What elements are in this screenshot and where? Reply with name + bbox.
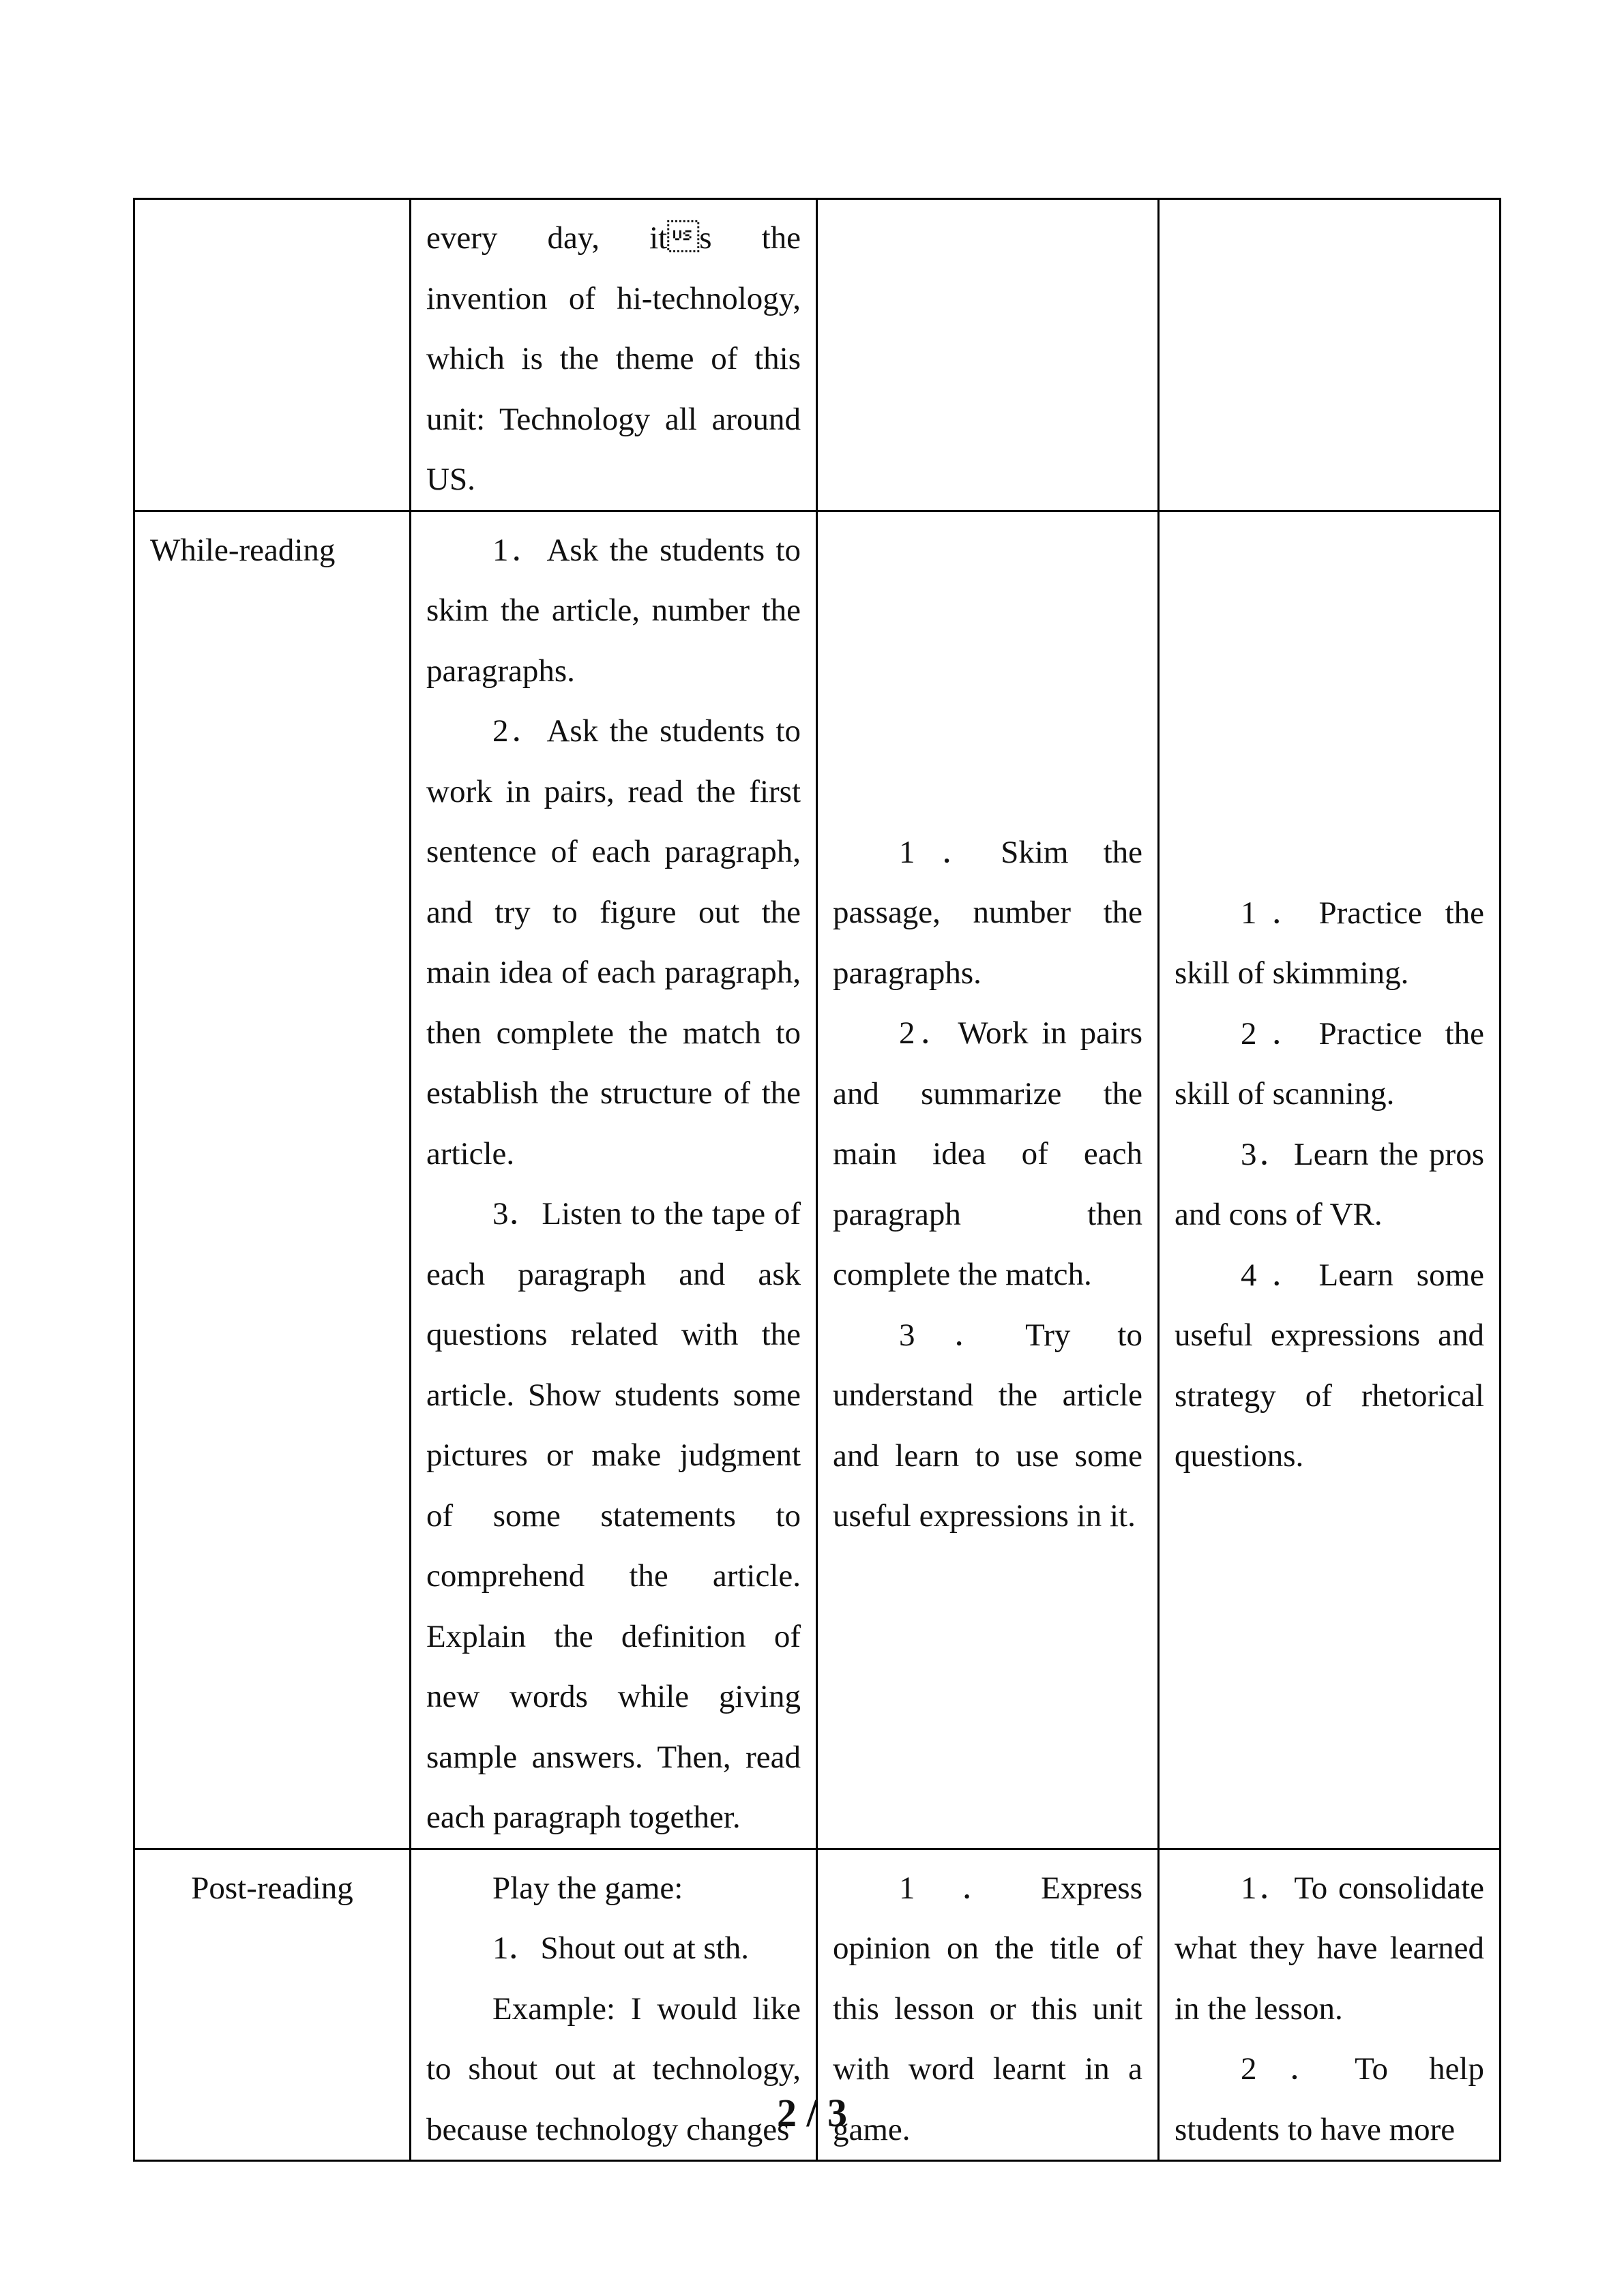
student-paragraph: 2．Work in pairs and summarize the main idea of each paragraph then complete the match. [833,1015,1142,1292]
student-paragraph: 1．Skim the passage, number the paragraphs. [833,834,1142,991]
table-row [134,199,1501,511]
teacher-paragraph: every day, it s the invention of hi-technology, which is the theme of this unit: Technology all around US. [426,220,801,497]
student-activity-cell [817,511,1159,1849]
purpose-cell [1159,511,1501,1849]
student-paragraph: 3．Try to understand the article and learn to use some useful expressions in it. [833,1317,1142,1534]
teacher-paragraph: 1．Shout out at sth. [492,1930,750,1966]
teacher-paragraph: 3．Listen to the tape of each paragraph and ask questions related with the article. Show students some pictures or make judgment of some statements to comprehend the article. Explain the definition of new words while giving sample answers. Then, read each paragraph together. [426,1196,801,1835]
purpose-paragraph: 3．Learn the pros and cons of VR. [1175,1136,1484,1232]
purpose-cell [1159,199,1501,511]
lesson-plan-table [133,198,1501,2162]
purpose-paragraph: 2．Practice the skill of scanning. [1175,1015,1484,1112]
teacher-paragraph: 1．Ask the students to skim the article, number the paragraphs. [426,532,801,689]
student-paragraph: 1．Express opinion on the title of this lesson or this unit with word learnt in a game. [833,1870,1142,2147]
stage-cell: While-reading [134,511,411,1849]
stage-cell [134,199,411,511]
teacher-paragraph: Play the game: [492,1870,683,1906]
purpose-paragraph: 4．Learn some useful expressions and strategy of rhetorical questions. [1175,1257,1484,1474]
teacher-paragraph: 2．Ask the students to work in pairs, read the first sentence of each paragraph, and try to figure out the main idea of each paragraph, then complete the match to establish the structure of the article. [426,713,801,1172]
teacher-activity-cell [411,199,817,511]
page-number: 2 / 3 [776,2091,848,2135]
table-row [134,511,1501,1849]
purpose-paragraph: 1．To consolidate what they have learned in the lesson. [1175,1870,1484,2027]
stage-cell: Post-reading [134,1849,411,2161]
teacher-activity-cell [411,511,817,1849]
teacher-paragraph: Example: I would like to shout out at technology, because technology changes [426,1991,801,2147]
student-activity-cell [817,199,1159,511]
purpose-paragraph: 2．To help students to have more [1175,2051,1484,2147]
purpose-paragraph: 1．Practice the skill of skimming. [1175,895,1484,991]
